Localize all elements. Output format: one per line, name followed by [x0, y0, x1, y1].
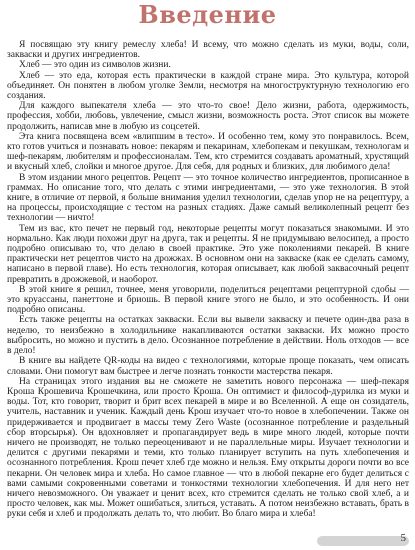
- paragraph: Для каждого выпекателя хлеба — это что-то свое! Дело жизни, работа, одержимость, профессия, хобби, любовь, увлечение, смысл жизни, возможность роста. Этот список вы можете продолжить, написав мне в любую из соцсетей.: [7, 101, 409, 132]
- paragraph: Я посвящаю эту книгу ремеслу хлеба! И всему, что можно сделать из муки, воды, соли, закваски и других ингредиентов.: [7, 40, 409, 61]
- paragraph: В этой книге я решил, точнее, меня уговорили, поделиться рецептами рецептурной сдобы — это круассаны, панеттоне и бриошь. В первой книге этого не было, и это особенность. И они подробно описаны.: [7, 284, 409, 316]
- page-number: 5: [400, 532, 406, 544]
- paragraph: Тем из вас, кто печет не первый год, некоторые рецепты могут показаться знакомыми. И это нормально. Как люди похожи друг на друга, так и рецепты. Я не придумываю велосипед, а просто подробно описываю то, что делаю в своей практике. Это уже поколениями пекарей. В книге практически нет рецептов чисто на дрожжах. В основном они на закваске (как ее сделать самому, написано в первой главе). Но есть технология, которая описывает, как любой заквасочный рецепт превратить в дрожжевой, и наоборот.: [7, 223, 409, 285]
- paragraph: Хлеб — это еда, которая есть практически в каждой стране мира. Это культура, которой объединяет. Он понятен в любом уголке Земли, несмотря на многоструктурную технологию его создания.: [7, 70, 409, 102]
- paragraph: Хлеб — это один из символов жизни.: [19, 60, 171, 71]
- paragraph: В книге вы найдете QR-коды на видео с технологиями, которые проще показать, чем описать словами. Они помогут вам быстрее и легче познать тонкости мастерства пекаря.: [7, 356, 409, 377]
- paragraph: В этом издании много рецептов. Рецепт — это точное количество ингредиентов, прописанное в граммах. Но описание того, что делать с этими ингредиентами, — это уже технология. В этой книге, в отличие от первой, я больше внимания уделил технологии, сделав упор не на рецептуру, а на процессы, происходящие с тестом на разных стадиях. Даже самый великолепный рецепт без технологии — ничто!: [7, 172, 409, 224]
- watermark: [317, 536, 409, 546]
- chapter-body: [7, 40, 409, 520]
- paragraph: Есть также рецепты на остатках закваски. Если вы вывели закваску и печете один-два раза в неделю, то неизбежно в холодильнике накапливаются остатки закваски. Их можно просто выбросить, но можно и пустить в дело. Осознанное потребление в действии. Ноль отходов — все в дело!: [7, 315, 409, 357]
- paragraph: Эта книга посвящена всем «влипшим в тесто». И особенно тем, кому это понравилось. Всем, кто готов учиться и познавать новое: пекарям и пекаринам, хлебопекам и пекушкам, технологам и шеф-пекарям, любителям и профессионалам. Тем, кто стремится создавать ароматный, хрустящий и вкусный хлеб, слойки и многое другое. Для себя, для родных и близких, для любимого дела!: [7, 131, 409, 173]
- chapter-title: Введение: [138, 0, 277, 29]
- paragraph: На страницах этого издания вы не сможете не заметить нового персонажа — шеф-пекаря Кроша Крошевича Крошечкина, или просто Кроша. Он оптимист и философ-дурилка из муки и воды. Тот, кто говорит, творит и брит всех пекарей в мире и во Вселенной. А еще он созидатель, учитель, наставник и ученик. Каждый день Крош изучает что-то новое в хлебопечении. Также он придерживается и продвигает в массы тему Zero Waste (осознанное потребление и раздельный сбор вторсырья). Он вдохновляет и пропагандирует ведь в мире много людей, которые почти ничего не производят, не только переоценивают и не параллельные миры. Изучает технологии и делится с другими пекарями и теми, кто только планирует вступить на путь хлебопечения и осознанного потребления. Крош печет хлеб где можно и нельзя. Ему открыты дороги почти во все пекарни. Он человек мира и хлеба. Но самое главное — что в любой пекарне его будет делиться с вами самыми сокровенными советами и тонкостями технологии хлебопечения. И для него нет ничего невозможного. Он уважает и ценит всех, кто стремится сделать не только свой хлеб, а и просто человек, как мы. Может ошибаться, злиться, уставать. А потом неизбежно вставать, брать в руки себя и хлеб и продолжать делать то, что любит. Во благо мира и хлеба!: [7, 376, 409, 520]
